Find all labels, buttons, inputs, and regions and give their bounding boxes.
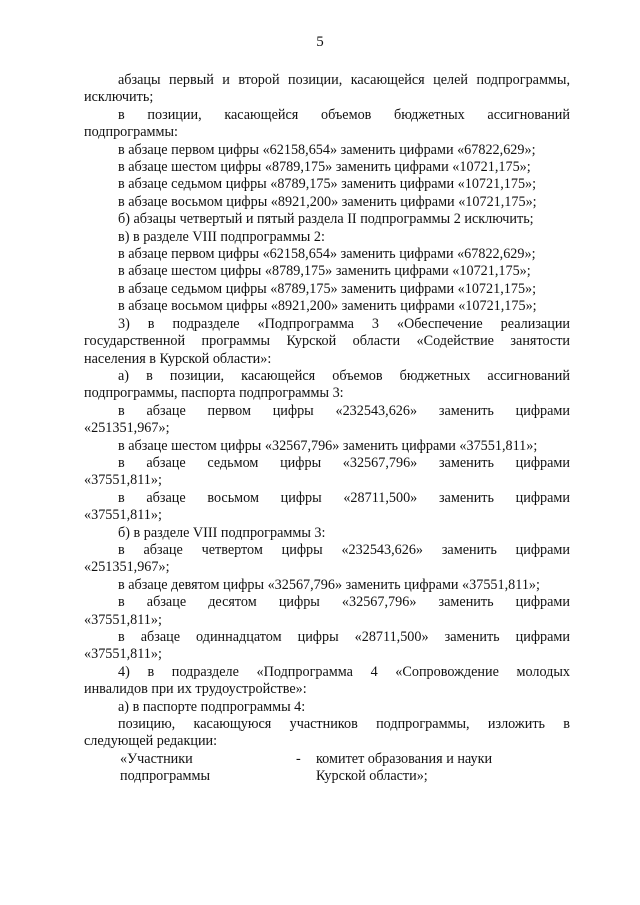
text-line: «37551,811»; [84,507,162,524]
text-line: б) абзацы четвертый и пятый раздела II подпрограммы 2 исключить; [118,211,534,228]
text-line: позицию, касающуюся участников подпрограммы, изложить в [118,716,570,733]
text-line: «37551,811»; [84,646,162,663]
text-line: государственной программы Курской области «Содействие занятости [84,333,570,350]
participants-label-line: «Участники [120,750,193,767]
text-line: в абзаце седьмом цифры «8789,175» заменить цифрами «10721,175»; [118,176,537,193]
participants-label-line: подпрограммы [120,768,210,785]
text-line: в абзаце шестом цифры «8789,175» заменить цифрами «10721,175»; [118,263,531,280]
text-line: в абзаце восьмом цифры «28711,500» заменить цифрами [118,489,570,506]
text-line: исключить; [84,89,154,106]
text-line: абзацы первый и второй позиции, касающейся целей подпрограммы, [118,72,570,88]
text-line: в позиции, касающейся объемов бюджетных ассигнований [118,106,570,123]
text-line: «37551,811»; [84,472,162,489]
text-line: населения в Курской области»: [84,350,272,367]
dash-separator: - [296,750,301,767]
text-line: в абзаце шестом цифры «32567,796» заменить цифрами «37551,811»; [118,437,538,454]
participants-label [120,751,270,786]
text-line: в абзаце шестом цифры «8789,175» заменить цифрами «10721,175»; [118,159,531,176]
page-number: 5 [316,34,324,50]
text-line: подпрограммы: [84,124,178,141]
text-line: в абзаце седьмом цифры «8789,175» заменить цифрами «10721,175»; [118,280,537,297]
text-line: а) в позиции, касающейся объемов бюджетных ассигнований [118,367,570,384]
text-line: в абзаце седьмом цифры «32567,796» заменить цифрами [118,454,570,471]
participants-table [84,751,570,787]
text-line: в абзаце девятом цифры «32567,796» заменить цифрами «37551,811»; [118,576,540,593]
text-line: а) в паспорте подпрограммы 4: [118,698,306,715]
document-body [84,72,570,787]
text-line: в абзаце восьмом цифры «8921,200» заменить цифрами «10721,175»; [118,193,537,210]
text-line: инвалидов при их трудоустройстве»: [84,681,307,698]
text-line: б) в разделе VIII подпрограммы 3: [118,524,326,541]
text-line: следующей редакции: [84,733,218,750]
participants-value-line: комитет образования и науки [316,750,493,767]
text-line: в абзаце одиннадцатом цифры «28711,500» заменить цифрами [118,629,570,645]
text-line: «37551,811»; [84,611,162,628]
text-line: подпрограммы, паспорта подпрограммы 3: [84,385,344,402]
participants-value-line: Курской области»; [316,768,428,785]
text-line: 4) в подразделе «Подпрограмма 4 «Сопровождение молодых [118,663,570,680]
text-line: в абзаце первом цифры «232543,626» заменить цифрами [118,402,570,419]
text-line: в) в разделе VIII подпрограммы 2: [118,228,325,245]
participants-value [316,751,576,786]
text-line: «251351,967»; [84,420,170,437]
text-line: в абзаце первом цифры «62158,654» заменить цифрами «67822,629»; [118,246,536,263]
text-line: в абзаце первом цифры «62158,654» заменить цифрами «67822,629»; [118,141,536,158]
text-line: 3) в подразделе «Подпрограмма 3 «Обеспечение реализации [118,315,570,332]
text-line: в абзаце четвертом цифры «232543,626» заменить цифрами [118,541,570,558]
text-line: в абзаце десятом цифры «32567,796» заменить цифрами [118,594,570,611]
text-line: «251351,967»; [84,559,170,576]
text-line: в абзаце восьмом цифры «8921,200» заменить цифрами «10721,175»; [118,298,537,315]
